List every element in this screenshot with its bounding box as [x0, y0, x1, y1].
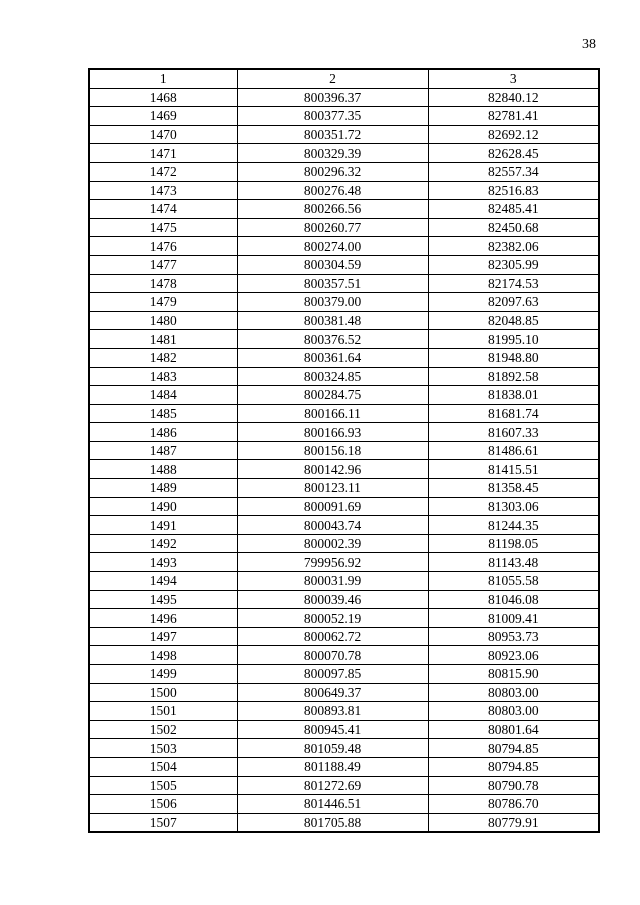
point-number-cell: 1505 [89, 776, 237, 795]
point-number-cell: 1496 [89, 609, 237, 628]
y-coordinate-cell: 80794.85 [428, 757, 599, 776]
table-row [89, 330, 599, 349]
table-row [89, 646, 599, 665]
x-coordinate-cell: 800379.00 [237, 293, 428, 312]
x-coordinate-cell: 800266.56 [237, 200, 428, 219]
x-coordinate-cell: 800649.37 [237, 683, 428, 702]
table-row [89, 720, 599, 739]
x-coordinate-cell: 800945.41 [237, 720, 428, 739]
y-coordinate-cell: 82516.83 [428, 181, 599, 200]
table-row [89, 534, 599, 553]
y-coordinate-cell: 81892.58 [428, 367, 599, 386]
x-coordinate-cell: 800329.39 [237, 144, 428, 163]
x-coordinate-cell: 800304.59 [237, 255, 428, 274]
table-row [89, 813, 599, 832]
table-row [89, 293, 599, 312]
y-coordinate-cell: 80923.06 [428, 646, 599, 665]
table-row [89, 516, 599, 535]
column-header-3: 3 [428, 69, 599, 88]
table-row [89, 404, 599, 423]
point-number-cell: 1486 [89, 423, 237, 442]
point-number-cell: 1497 [89, 627, 237, 646]
x-coordinate-cell: 800276.48 [237, 181, 428, 200]
table-row [89, 348, 599, 367]
point-number-cell: 1492 [89, 534, 237, 553]
y-coordinate-cell: 80786.70 [428, 795, 599, 814]
point-number-cell: 1469 [89, 107, 237, 126]
x-coordinate-cell: 799956.92 [237, 553, 428, 572]
table-row [89, 181, 599, 200]
y-coordinate-cell: 82557.34 [428, 162, 599, 181]
y-coordinate-cell: 80803.00 [428, 683, 599, 702]
point-number-cell: 1504 [89, 757, 237, 776]
table-row [89, 441, 599, 460]
y-coordinate-cell: 80803.00 [428, 702, 599, 721]
point-number-cell: 1501 [89, 702, 237, 721]
table-row [89, 274, 599, 293]
y-coordinate-cell: 80779.91 [428, 813, 599, 832]
table-header [89, 69, 599, 88]
y-coordinate-cell: 81009.41 [428, 609, 599, 628]
point-number-cell: 1470 [89, 125, 237, 144]
point-number-cell: 1502 [89, 720, 237, 739]
x-coordinate-cell: 800002.39 [237, 534, 428, 553]
x-coordinate-cell: 801272.69 [237, 776, 428, 795]
table-row [89, 125, 599, 144]
point-number-cell: 1498 [89, 646, 237, 665]
table-row [89, 572, 599, 591]
x-coordinate-cell: 800377.35 [237, 107, 428, 126]
y-coordinate-cell: 81358.45 [428, 479, 599, 498]
table-row [89, 218, 599, 237]
table-body [89, 88, 599, 832]
point-number-cell: 1471 [89, 144, 237, 163]
table-row [89, 255, 599, 274]
table-row [89, 609, 599, 628]
table-row [89, 311, 599, 330]
x-coordinate-cell: 800097.85 [237, 665, 428, 684]
table-row [89, 590, 599, 609]
table-row [89, 88, 599, 107]
point-number-cell: 1468 [89, 88, 237, 107]
y-coordinate-cell: 82450.68 [428, 218, 599, 237]
y-coordinate-cell: 81415.51 [428, 460, 599, 479]
table-row [89, 107, 599, 126]
y-coordinate-cell: 80815.90 [428, 665, 599, 684]
y-coordinate-cell: 81486.61 [428, 441, 599, 460]
page-number: 38 [582, 37, 596, 52]
x-coordinate-cell: 800893.81 [237, 702, 428, 721]
point-number-cell: 1491 [89, 516, 237, 535]
table-row [89, 479, 599, 498]
y-coordinate-cell: 82485.41 [428, 200, 599, 219]
table-row [89, 237, 599, 256]
table-row [89, 683, 599, 702]
table-row [89, 553, 599, 572]
x-coordinate-cell: 800166.93 [237, 423, 428, 442]
x-coordinate-cell: 800381.48 [237, 311, 428, 330]
x-coordinate-cell: 801705.88 [237, 813, 428, 832]
y-coordinate-cell: 81607.33 [428, 423, 599, 442]
y-coordinate-cell: 82840.12 [428, 88, 599, 107]
table-row [89, 497, 599, 516]
y-coordinate-cell: 80801.64 [428, 720, 599, 739]
y-coordinate-cell: 81046.08 [428, 590, 599, 609]
point-number-cell: 1484 [89, 386, 237, 405]
x-coordinate-cell: 800031.99 [237, 572, 428, 591]
y-coordinate-cell: 81995.10 [428, 330, 599, 349]
table-row [89, 162, 599, 181]
point-number-cell: 1488 [89, 460, 237, 479]
x-coordinate-cell: 800091.69 [237, 497, 428, 516]
point-number-cell: 1493 [89, 553, 237, 572]
point-number-cell: 1494 [89, 572, 237, 591]
header-row [89, 69, 599, 88]
x-coordinate-cell: 800156.18 [237, 441, 428, 460]
y-coordinate-cell: 81244.35 [428, 516, 599, 535]
x-coordinate-cell: 800123.11 [237, 479, 428, 498]
table-row [89, 200, 599, 219]
x-coordinate-cell: 800052.19 [237, 609, 428, 628]
x-coordinate-cell: 800142.96 [237, 460, 428, 479]
x-coordinate-cell: 800043.74 [237, 516, 428, 535]
y-coordinate-cell: 82382.06 [428, 237, 599, 256]
point-number-cell: 1506 [89, 795, 237, 814]
x-coordinate-cell: 800166.11 [237, 404, 428, 423]
x-coordinate-cell: 800376.52 [237, 330, 428, 349]
y-coordinate-cell: 81303.06 [428, 497, 599, 516]
y-coordinate-cell: 82097.63 [428, 293, 599, 312]
y-coordinate-cell: 80953.73 [428, 627, 599, 646]
y-coordinate-cell: 82692.12 [428, 125, 599, 144]
y-coordinate-cell: 81055.58 [428, 572, 599, 591]
point-number-cell: 1472 [89, 162, 237, 181]
point-number-cell: 1489 [89, 479, 237, 498]
x-coordinate-cell: 800284.75 [237, 386, 428, 405]
y-coordinate-cell: 82628.45 [428, 144, 599, 163]
point-number-cell: 1503 [89, 739, 237, 758]
column-header-2: 2 [237, 69, 428, 88]
point-number-cell: 1479 [89, 293, 237, 312]
table-row [89, 739, 599, 758]
x-coordinate-cell: 801188.49 [237, 757, 428, 776]
point-number-cell: 1499 [89, 665, 237, 684]
x-coordinate-cell: 800351.72 [237, 125, 428, 144]
point-number-cell: 1483 [89, 367, 237, 386]
table-row [89, 795, 599, 814]
x-coordinate-cell: 800039.46 [237, 590, 428, 609]
x-coordinate-cell: 800062.72 [237, 627, 428, 646]
table-row [89, 144, 599, 163]
x-coordinate-cell: 800296.32 [237, 162, 428, 181]
point-number-cell: 1487 [89, 441, 237, 460]
table-row [89, 757, 599, 776]
table-row [89, 627, 599, 646]
y-coordinate-cell: 81681.74 [428, 404, 599, 423]
point-number-cell: 1495 [89, 590, 237, 609]
table-row [89, 386, 599, 405]
y-coordinate-cell: 81838.01 [428, 386, 599, 405]
table-row [89, 776, 599, 795]
x-coordinate-cell: 800357.51 [237, 274, 428, 293]
y-coordinate-cell: 80790.78 [428, 776, 599, 795]
y-coordinate-cell: 82781.41 [428, 107, 599, 126]
table-row [89, 702, 599, 721]
point-number-cell: 1481 [89, 330, 237, 349]
y-coordinate-cell: 82048.85 [428, 311, 599, 330]
point-number-cell: 1475 [89, 218, 237, 237]
point-number-cell: 1485 [89, 404, 237, 423]
y-coordinate-cell: 81143.48 [428, 553, 599, 572]
table-row [89, 665, 599, 684]
point-number-cell: 1482 [89, 348, 237, 367]
column-header-1: 1 [89, 69, 237, 88]
x-coordinate-cell: 800260.77 [237, 218, 428, 237]
y-coordinate-cell: 81198.05 [428, 534, 599, 553]
point-number-cell: 1476 [89, 237, 237, 256]
x-coordinate-cell: 801446.51 [237, 795, 428, 814]
point-number-cell: 1480 [89, 311, 237, 330]
y-coordinate-cell: 82174.53 [428, 274, 599, 293]
coordinates-table [88, 68, 600, 833]
table-row [89, 367, 599, 386]
point-number-cell: 1474 [89, 200, 237, 219]
point-number-cell: 1507 [89, 813, 237, 832]
x-coordinate-cell: 800324.85 [237, 367, 428, 386]
point-number-cell: 1473 [89, 181, 237, 200]
point-number-cell: 1500 [89, 683, 237, 702]
x-coordinate-cell: 800070.78 [237, 646, 428, 665]
point-number-cell: 1477 [89, 255, 237, 274]
table-row [89, 423, 599, 442]
y-coordinate-cell: 82305.99 [428, 255, 599, 274]
x-coordinate-cell: 800361.64 [237, 348, 428, 367]
x-coordinate-cell: 801059.48 [237, 739, 428, 758]
y-coordinate-cell: 80794.85 [428, 739, 599, 758]
point-number-cell: 1478 [89, 274, 237, 293]
y-coordinate-cell: 81948.80 [428, 348, 599, 367]
point-number-cell: 1490 [89, 497, 237, 516]
x-coordinate-cell: 800274.00 [237, 237, 428, 256]
table-row [89, 460, 599, 479]
x-coordinate-cell: 800396.37 [237, 88, 428, 107]
